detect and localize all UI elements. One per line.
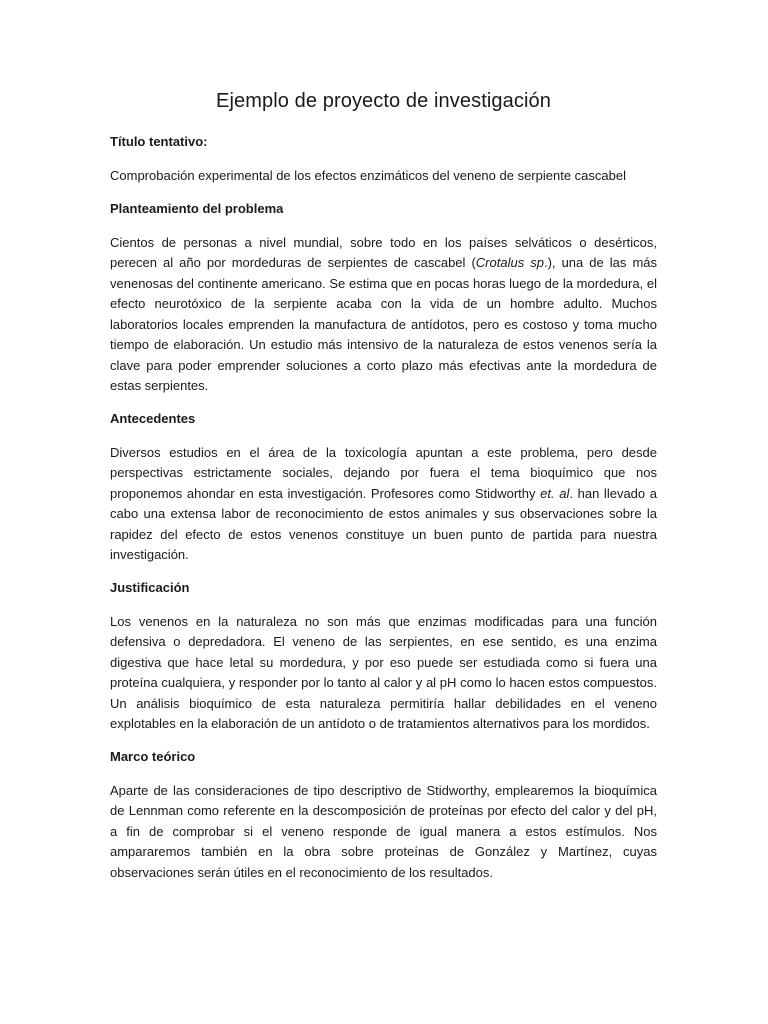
section-heading-titulo: Título tentativo:: [110, 134, 208, 149]
paragraph-planteamiento: [110, 233, 657, 397]
paragraph-text: . han llevado a cabo una extensa labor de reconocimiento de estos animales y sus observaciones sobre la rapidez del efecto de estos venenos constituye un buen punto de partida para nuestra investigación.: [110, 485, 657, 562]
paragraph-titulo: Comprobación experimental de los efectos enzimáticos del veneno de serpiente cascabel: [110, 168, 626, 183]
italic-term-et-al: et. al: [540, 485, 570, 501]
paragraph-antecedentes: [110, 443, 657, 566]
document-page: [110, 88, 657, 895]
section-heading-justificacion: Justificación: [110, 579, 190, 595]
section-heading-antecedentes: Antecedentes: [110, 410, 196, 426]
document-title: Ejemplo de proyecto de investigación: [216, 90, 551, 112]
paragraph-marco-teorico: Aparte de las consideraciones de tipo descriptivo de Stidworthy, emplearemos la bioquímica de Lennman como referente en la descomposición de proteínas por efecto del calor y del pH, a fin de comprobar si el veneno responde de igual manera a estos estímulos. Nos ampararemos también en la obra sobre proteínas de González y Martínez, cuyas observaciones serán útiles en el reconocimiento de los resultados.: [110, 782, 657, 880]
section-heading-planteamiento: Planteamiento del problema: [110, 200, 284, 216]
section-heading-marco-teorico: Marco teórico: [110, 748, 196, 764]
paragraph-text: Cientos de personas a nivel mundial, sobre todo en los países selváticos o desérticos, perecen al año por mordeduras de serpientes de cascabel (: [110, 234, 657, 270]
paragraph-text: Diversos estudios en el área de la toxicología apuntan a este problema, pero desde perspectivas estrictamente sociales, dejando por fuera el tema bioquímico que nos proponemos ahondar en esta investigación. Profesores como Stidworthy: [110, 444, 657, 501]
paragraph-justificacion: Los venenos en la naturaleza no son más que enzimas modificadas para una función defensiva o depredadora. El veneno de las serpientes, en ese sentido, es una enzima digestiva que hace letal su mordedura, y por eso puede ser estudiada como si fuera una proteína cualquiera, y responder por lo tanto al calor y al pH como lo hacen estos compuestos. Un análisis bioquímico de esta naturaleza permitiría hallar debilidades en el veneno explotables en la elaboración de un antídoto o de tratamientos alternativos para los mordidos.: [110, 613, 657, 731]
paragraph-text: .), una de las más venenosas del continente americano. Se estima que en pocas horas luego de la mordedura, el efecto neurotóxico de la serpiente acaba con la vida de un hombre adulto. Muchos laboratorios locales emprenden la manufactura de antídotos, pero es costoso y toma mucho tiempo de elaboración. Un estudio más intensivo de la naturaleza de estos venenos sería la clave para poder emprender soluciones a corto plazo más efectivas ante la mordedura de estas serpientes.: [110, 255, 658, 393]
italic-term-crotalus: Crotalus sp: [475, 255, 544, 270]
